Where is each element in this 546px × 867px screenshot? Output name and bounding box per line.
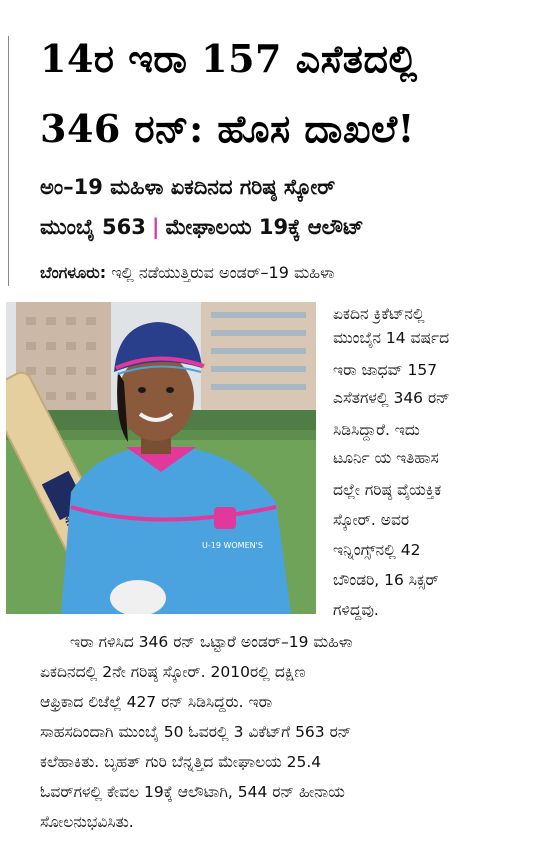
column-line: ಬೌಂಡರಿ, 16 ಸಿಕ್ಸರ್: [333, 571, 439, 589]
subheadline-line-2: [40, 212, 540, 242]
subheadline-separator: |: [151, 215, 160, 239]
subheadline-mumbai-score: ಮುಂಬೈ 563: [40, 215, 146, 239]
player-photo-illustration: [6, 302, 316, 614]
bat-logo-text: SUMMER: [53, 500, 83, 545]
dateline-text: ಇಲ್ಲಿ ನಡೆಯುತ್ತಿರುವ ಅಂಡರ್–19 ಮಹಿಳಾ: [111, 263, 335, 282]
subheadline-line-1: ಅಂ–19 ಮಹಿಳಾ ಏಕದಿನದ ಗರಿಷ್ಠ ಸ್ಕೋರ್: [40, 175, 336, 199]
body-line: ಏಕದಿನದಲ್ಲಿ 2ನೇ ಗರಿಷ್ಠ ಸ್ಕೋರ್. 2010ರಲ್ಲಿ ದಕ್ಷಿಣ: [40, 663, 306, 681]
subheadline-meghalaya-score: ಮೇಘಾಲಯ 19ಕ್ಕೆ ಆಲೌಟ್: [165, 215, 364, 239]
body-line: ಆಫ್ರಿಕಾದ ಲಿಜೆಲ್ಲೆ 427 ರನ್ ಸಿಡಿಸಿದ್ದರು. ಇರಾ: [40, 693, 273, 711]
column-line: ಟೂರ್ನಿ ಯ ಇತಿಹಾಸ: [333, 449, 439, 467]
column-line: ಗಳಿದ್ದವು.: [333, 601, 379, 619]
player-photo: [6, 302, 316, 614]
headline-line-1: 14ರ ಇರಾ 157 ಎಸೆತದಲ್ಲಿ: [40, 36, 418, 81]
body-line: ಇರಾ ಗಳಿಸಿದ 346 ರನ್ ಒಟ್ಟಾರೆ ಅಂಡರ್–19 ಮಹಿಳಾ: [70, 633, 353, 651]
column-line: ಮುಂಬೈನ 14 ವರ್ಷದ: [333, 329, 450, 347]
body-line: ಸಾಹಸದಿಂದಾಗಿ ಮುಂಬೈ 50 ಓವರಲ್ಲಿ 3 ವಿಕೆಟ್‌ಗೆ 563 ರನ್: [40, 723, 352, 741]
column-line: ಸ್ಕೋರ್. ಅವರ: [333, 511, 410, 529]
headline-line-2: 346 ರನ್: ಹೊಸ ದಾಖಲೆ!: [40, 106, 415, 151]
body-line: ಕಲೆಹಾಕಿತು. ಬೃಹತ್ ಗುರಿ ಬೆನ್ನತ್ತಿದ ಮೇಘಾಲಯ 25.4: [40, 753, 322, 771]
column-line: ದಲ್ಲೇ ಗರಿಷ್ಠ ವೈಯಕ್ತಿಕ: [333, 481, 442, 499]
column-line: ಸಿಡಿಸಿದ್ದಾರೆ. ಇದು: [333, 421, 420, 439]
column-line: ಎಸೆತಗಳಲ್ಲಿ 346 ರನ್: [333, 389, 450, 407]
column-line: ಇನ್ನಿಂಗ್ಸ್‌ನಲ್ಲಿ 42: [333, 541, 421, 559]
dateline-place: ಬೆಂಗಳೂರು:: [40, 263, 107, 282]
column-rule: [8, 36, 9, 286]
jersey-text: U-19 WOMEN'S: [202, 541, 263, 550]
body-line: ಸೋಲನುಭವಿಸಿತು.: [40, 813, 134, 831]
dateline: [40, 262, 540, 284]
column-line: ಏಕದಿನ ಕ್ರಿಕೆಟ್‌ನಲ್ಲಿ: [333, 305, 425, 323]
column-line: ಇರಾ ಜಾಧವ್ 157: [333, 361, 438, 379]
body-line: ಓವರ್‌ಗಳಲ್ಲಿ ಕೇವಲ 19ಕ್ಕೆ ಆಲೌಟಾಗಿ, 544 ರನ್ ಹೀನಾಯ: [40, 783, 345, 801]
